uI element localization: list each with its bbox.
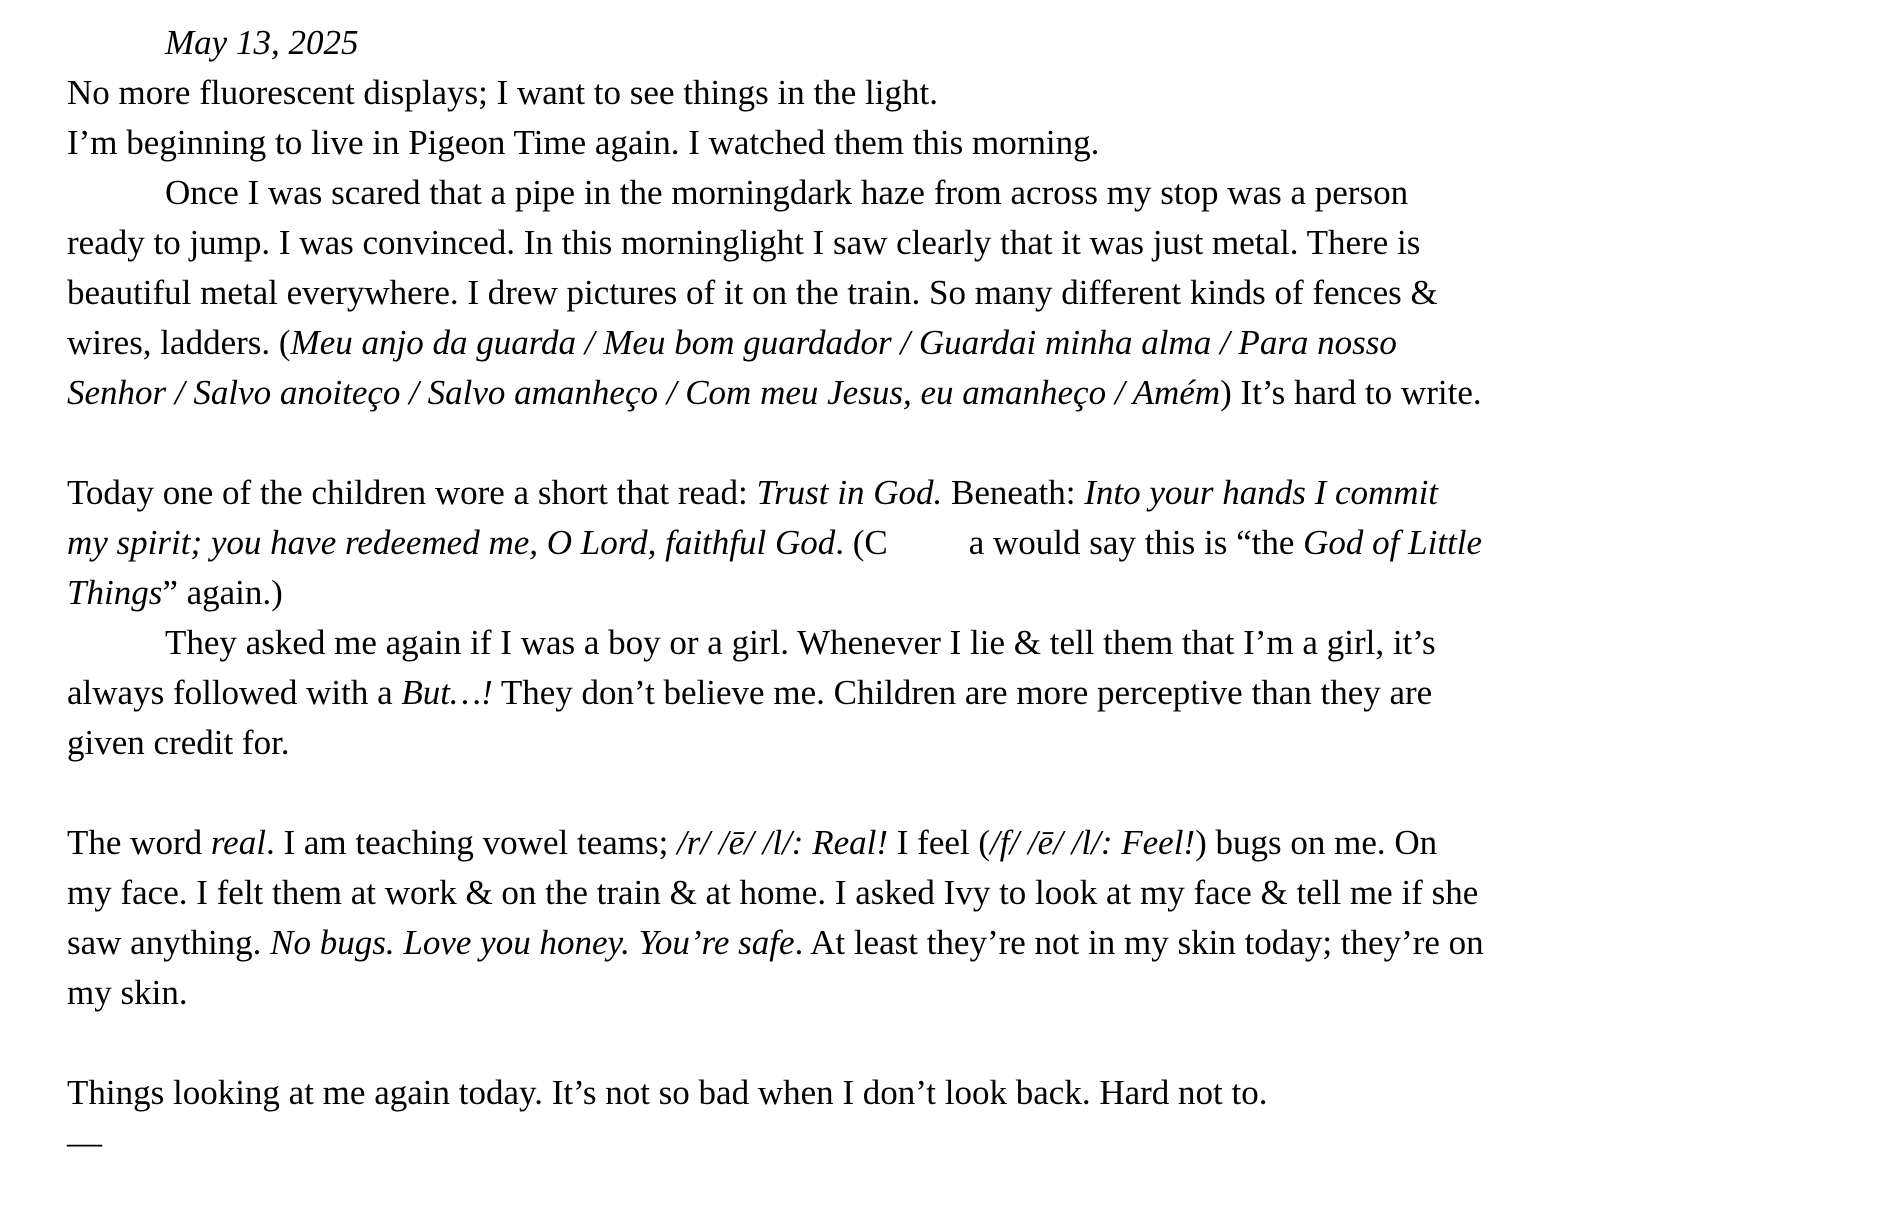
paragraph-short-end: ” again.) bbox=[162, 573, 283, 612]
word-real: real bbox=[210, 823, 266, 862]
blank-line bbox=[67, 768, 1487, 818]
journal-entry bbox=[67, 18, 1487, 1168]
but-exclamation: But…! bbox=[401, 673, 493, 712]
entry-line-2: I’m beginning to live in Pigeon Time again. I watched them this morning. bbox=[67, 123, 1100, 162]
prayer-text: Meu anjo da guarda / Meu bom guardador / Guardai minha alma / Para nosso Senhor / Salvo anoiteço / Salvo amanheço / Com meu Jesus, eu amanheço / Amém bbox=[67, 323, 1397, 412]
paragraph-boy-girl-end: They don’t believe me. Children are more perceptive than they are given credit for. bbox=[67, 673, 1433, 762]
paragraph-metal-end: ) It’s hard to write. bbox=[1220, 373, 1482, 412]
paragraph-short-beneath: Beneath: bbox=[942, 473, 1085, 512]
paragraph-real-feel: I feel ( bbox=[888, 823, 991, 862]
blank-line bbox=[67, 418, 1487, 468]
paragraph-real bbox=[67, 818, 1487, 1018]
paragraph-metal bbox=[67, 168, 1487, 418]
ivy-reply: No bugs. Love you honey. You’re safe bbox=[270, 923, 795, 962]
paragraph-boy-girl-text: They asked me again if I was a boy or a girl. Whenever I lie & tell them that I’m a girl, it’s always followed with a bbox=[67, 623, 1436, 712]
paragraph-short-aside-2: a would say this is “the bbox=[968, 523, 1304, 562]
paragraph-metal-text: Once I was scared that a pipe in the morningdark haze from across my stop was a person ready to jump. I was convinced. In this morninglight I saw clearly that it was just metal. There is beautiful metal everywhere. I drew pictures of it on the train. So many different kinds of fences & wires, ladders. ( bbox=[67, 173, 1438, 362]
blank-line bbox=[67, 1018, 1487, 1068]
entry-line-1: No more fluorescent displays; I want to see things in the light. bbox=[67, 73, 938, 112]
paragraph-real-bugs: ) bugs on me. On my face. I felt them at work & on the train & at home. I asked Ivy to look at my face & tell me if she saw anything. bbox=[67, 823, 1479, 962]
end-mark bbox=[67, 1118, 1487, 1168]
entry-date: May 13, 2025 bbox=[165, 23, 359, 62]
paragraph-real-vowels: . I am teaching vowel teams; bbox=[265, 823, 678, 862]
paragraph-real-end: . At least they’re not in my skin today; they’re on my skin. bbox=[67, 923, 1484, 1012]
paragraph-real-text: The word bbox=[67, 823, 211, 862]
paragraph-looking: Things looking at me again today. It’s not so bad when I don’t look back. Hard not to. bbox=[67, 1073, 1268, 1112]
short-text-trust: Trust in God. bbox=[756, 473, 943, 512]
end-dash: — bbox=[67, 1123, 102, 1162]
paragraph-boy-girl bbox=[67, 618, 1487, 768]
short-text-verse: Into your hands I commit my spirit; you have redeemed me, O Lord, faithful God bbox=[67, 473, 1439, 562]
paragraph-short-text: Today one of the children wore a short that read: bbox=[67, 473, 757, 512]
paragraph-short-aside: . (C bbox=[835, 523, 888, 562]
phonics-real: /r/ /ē/ /l/: Real! bbox=[677, 823, 889, 862]
paragraph-short bbox=[67, 468, 1487, 618]
god-of-little-things: God of Little Things bbox=[67, 523, 1483, 612]
phonics-feel: /f/ /ē/ /l/: Feel! bbox=[990, 823, 1196, 862]
